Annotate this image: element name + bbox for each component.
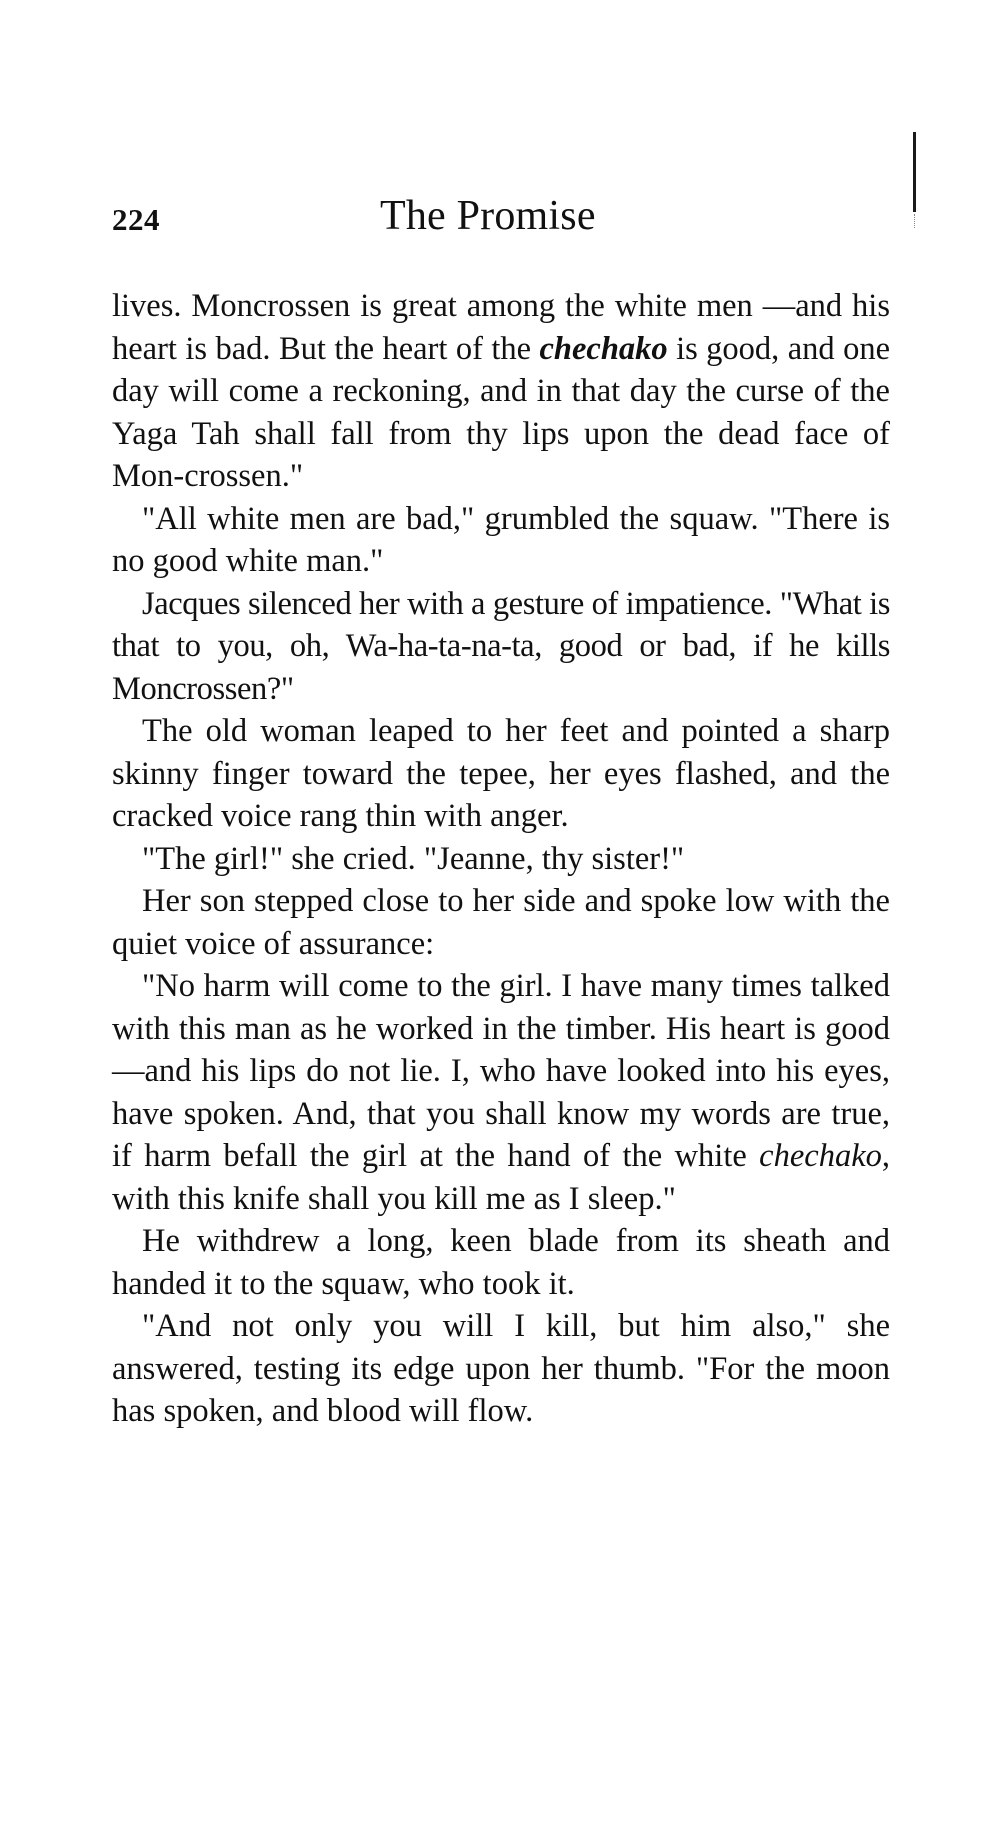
italic-word: chechako — [539, 330, 668, 367]
page-header — [110, 192, 890, 252]
paragraph-1-part-2: is good, and one day will come a reckoning, and in that day the curse of the Yaga Tah shall fall from thy lips upon the dead face of Mon-crossen." — [112, 330, 891, 494]
paragraph-2: "All white men are bad," grumbled the squaw. "There is no good white man." — [112, 500, 890, 579]
body-text — [112, 285, 890, 1433]
paragraph-3: Jacques silenced her with a gesture of impatience. "What is that to you, oh, Wa-ha-ta-na-ta, good or bad, if he kills Moncrossen?" — [112, 585, 890, 707]
running-head: The Promise — [380, 193, 596, 239]
paragraph-1 — [112, 285, 890, 498]
paragraph-6: Her son stepped close to her side and spoke low with the quiet voice of assurance: — [112, 883, 890, 962]
paragraph-5: "The girl!" she cried. "Jeanne, thy sister!" — [142, 840, 685, 877]
page-edge-mark — [913, 132, 916, 212]
paragraph-7 — [112, 965, 890, 1220]
page-edge-dots — [914, 214, 916, 228]
paragraph-8: He withdrew a long, keen blade from its sheath and handed it to the squaw, who took it. — [112, 1223, 890, 1302]
paragraph-1-part-1: lives. Moncrossen is great among the white men —and his heart is bad. But the heart of the — [112, 288, 890, 367]
page-number: 224 — [112, 202, 160, 237]
paragraph-9: "And not only you will I kill, but him also," she answered, testing its edge upon her thumb. "For the moon has spoken, and blood will flow. — [112, 1308, 890, 1429]
italic-word: chechako — [759, 1138, 882, 1174]
paragraph-7-part-1: "No harm will come to the girl. I have many times talked with this man as he worked in the timber. His heart is good—and his lips do not lie. I, who have looked into his eyes, have spoken. And, that you shall know my words are true, if harm befall the girl at the hand of the white — [112, 968, 890, 1174]
paragraph-7-part-2: , with this knife shall you kill me as I sleep." — [112, 1138, 890, 1217]
paragraph-4: The old woman leaped to her feet and pointed a sharp skinny finger toward the tepee, her eyes flashed, and the cracked voice rang thin with anger. — [112, 713, 890, 834]
